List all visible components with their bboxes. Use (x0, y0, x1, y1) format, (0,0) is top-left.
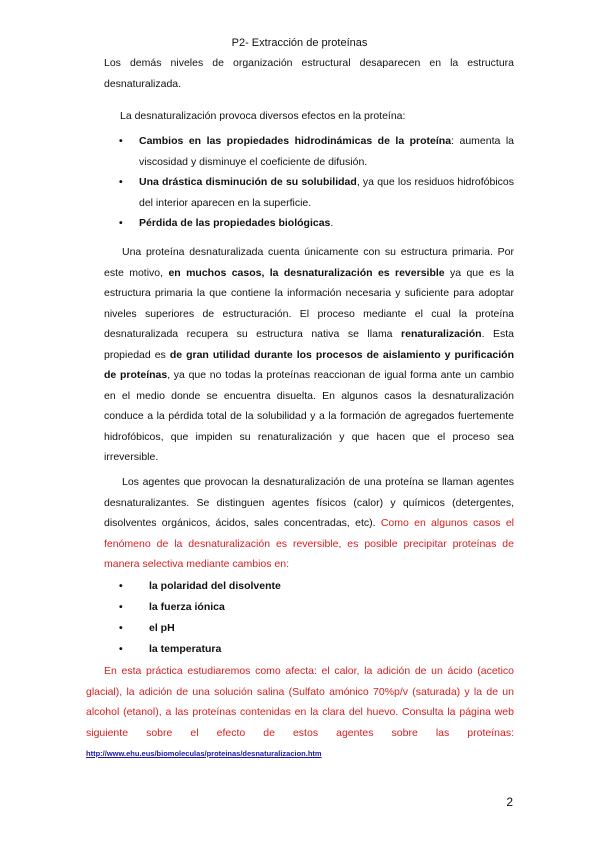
paragraph-red-text: Como en algunos casos el fenómeno de la desnaturalización es reversible, es posible precipitar proteínas de manera selectiva mediante cambios en: (104, 517, 514, 570)
paragraph-text: , ya que no todas la proteínas reaccionan de igual forma ante un cambio en el medio donde se encuentra disuelta. En algunos casos la desnaturalización conduce a la pérdida total de la solubilidad y a la formación de agregados fuertemente hidrofóbicos, que impiden su renaturalización y que hacen que el proceso sea irreversible. (104, 369, 514, 463)
effect-text: , ya que los residuos hidrofóbicos del interior aparecen en la superficie. (139, 176, 514, 209)
effect-text: : aumenta la viscosidad y disminuye el coeficiente de difusión. (139, 135, 515, 168)
paragraph-text: ya que es la estructura primaria la que contiene la información necesaria y suficiente para adoptar niveles superiores de estructuración. El proceso mediante el cual la proteína desnaturalizada recupera su estructura nativa se llama (104, 266, 514, 340)
paragraph-bold: en muchos casos, la desnaturalización es reversible (168, 266, 445, 279)
bullet-icon: • (119, 135, 123, 147)
paragraph-text: . Esta propiedad es (104, 328, 514, 361)
paragraph-text: Los agentes que provocan la desnaturalización de una proteína se llaman agentes desnaturalizantes. Se distinguen agentes físicos (calor) y químicos (detergentes, disolventes orgánicos, ácidos, sales concentradas, etc). (104, 476, 514, 529)
paragraph-bold: de gran utilidad durante los procesos de aislamiento y purificación de proteínas (104, 348, 514, 381)
page-number: 2 (506, 795, 513, 809)
changes-list (119, 576, 509, 660)
change-item (119, 639, 509, 660)
bullet-icon: • (119, 580, 123, 592)
bullet-icon: • (119, 622, 123, 634)
bullet-icon: • (119, 601, 123, 613)
bullet-icon: • (119, 643, 123, 655)
effect-item (119, 213, 514, 234)
effects-intro: La desnaturalización provoca diversos efectos en la proteína: (120, 110, 406, 122)
change-item (119, 576, 509, 597)
effect-title: Una drástica disminución de su solubilidad (139, 176, 357, 188)
bullet-icon: • (119, 176, 123, 188)
effect-item (119, 131, 515, 172)
change-label: el pH (149, 622, 175, 634)
intro-paragraph: Los demás niveles de organización estructural desaparecen en la estructura desnaturalizada. (104, 57, 514, 90)
renaturalization-paragraph (104, 242, 514, 468)
change-item (119, 618, 509, 639)
reference-link[interactable]: http://www.ehu.eus/biomoleculas/proteinas/desnaturalizacion.htm (86, 749, 322, 758)
effect-title: Cambios en las propiedades hidrodinámicas de la proteína (139, 135, 452, 147)
change-label: la fuerza iónica (149, 601, 225, 613)
effect-title: Pérdida de las propiedades biológicas (139, 217, 331, 229)
change-label: la polaridad del disolvente (149, 580, 281, 592)
effects-list (119, 131, 515, 234)
paragraph-red-text: En esta práctica estudiaremos como afecta: el calor, la adición de un ácido (acetico glacial), la adición de una solución salina (Sulfato amónico 70%p/v (saturada) y la de un alcohol (etanol), a las proteínas contenidas en la clara del huevo. Consulta la página web siguiente sobre el efecto de estos agentes sobre las proteínas: (86, 665, 514, 739)
paragraph-text: Una proteína desnaturalizada cuenta únicamente con su estructura primaria. Por este motivo, (104, 246, 514, 279)
effect-item (119, 172, 514, 213)
change-label: la temperatura (149, 643, 222, 655)
page-header: P2- Extracción de proteínas (231, 37, 368, 49)
change-item (119, 597, 509, 618)
bullet-icon: • (119, 217, 123, 229)
agents-paragraph (104, 472, 514, 575)
paragraph-bold: renaturalización (401, 328, 482, 340)
effect-text: . (330, 217, 334, 229)
practice-paragraph (86, 661, 514, 765)
